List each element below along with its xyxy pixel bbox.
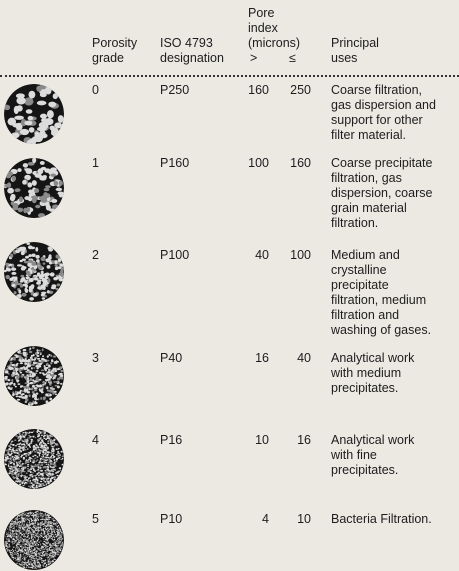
principal-uses-line: filtration, medium: [331, 293, 427, 307]
principal-uses-line: Bacteria Filtration.: [331, 512, 432, 526]
porosity-grade: 1: [92, 156, 99, 170]
pore-index-max: 160: [290, 156, 311, 170]
principal-uses-line: precipitates.: [331, 381, 399, 395]
pore-index-min: 40: [255, 248, 269, 262]
header-porosity-grade: [92, 36, 137, 66]
pore-index-max: 16: [297, 433, 311, 447]
principal-uses: [331, 433, 456, 478]
principal-uses-line: Coarse precipitate: [331, 156, 433, 170]
header-iso-designation: [160, 36, 224, 66]
principal-uses-line: filtration and: [331, 308, 400, 322]
header-principal-uses: [331, 36, 379, 66]
iso-designation: P40: [160, 351, 183, 365]
header-greater-than: >: [250, 51, 258, 65]
header-pore-line1: Pore: [248, 6, 275, 20]
header-porosity-grade-line1: Porosity: [92, 36, 138, 50]
principal-uses-line: gas dispersion and: [331, 98, 436, 112]
porosity-grade: 4: [92, 433, 99, 447]
principal-uses: [331, 248, 456, 338]
principal-uses-line: with medium: [331, 366, 402, 380]
porosity-disc-image: [4, 84, 64, 144]
iso-designation: P160: [160, 156, 190, 170]
iso-designation: P10: [160, 512, 183, 526]
principal-uses: [331, 83, 456, 143]
header-uses-line2: uses: [331, 51, 358, 65]
header-less-equal: ≤: [289, 51, 296, 65]
pore-index-min: 10: [255, 433, 269, 447]
porosity-grade: 3: [92, 351, 99, 365]
porosity-disc-image: [4, 510, 64, 570]
pore-index-min: 4: [262, 512, 269, 526]
pore-index-max: 100: [290, 248, 311, 262]
pore-index-max: 40: [297, 351, 311, 365]
principal-uses-line: Medium and: [331, 248, 400, 262]
porosity-disc-image: [4, 158, 64, 218]
porosity-disc-image: [4, 242, 64, 302]
porosity-disc-image: [4, 429, 64, 489]
header-iso-line2: designation: [160, 51, 224, 65]
principal-uses-line: precipitate: [331, 278, 389, 292]
porosity-disc-image: [4, 346, 64, 406]
pore-index-max: 10: [297, 512, 311, 526]
principal-uses-line: dispersion, coarse: [331, 186, 433, 200]
iso-designation: P250: [160, 83, 190, 97]
iso-designation: P16: [160, 433, 183, 447]
principal-uses-line: Coarse filtration,: [331, 83, 423, 97]
principal-uses-line: filtration, gas: [331, 171, 402, 185]
header-divider: [0, 75, 459, 77]
header-iso-line1: ISO 4793: [160, 36, 213, 50]
header-pore-line2: index: [248, 21, 278, 35]
principal-uses-line: filtration.: [331, 216, 379, 230]
porosity-grade: 0: [92, 83, 99, 97]
principal-uses-line: washing of gases.: [331, 323, 432, 337]
header-porosity-grade-line2: grade: [92, 51, 124, 65]
principal-uses-line: crystalline: [331, 263, 387, 277]
pore-index-min: 100: [248, 156, 269, 170]
principal-uses-line: filter material.: [331, 128, 407, 142]
principal-uses-line: with fine: [331, 448, 377, 462]
principal-uses: [331, 156, 456, 231]
principal-uses: [331, 351, 456, 396]
pore-index-min: 160: [248, 83, 269, 97]
pore-index-min: 16: [255, 351, 269, 365]
pore-index-max: 250: [290, 83, 311, 97]
principal-uses-line: precipitates.: [331, 463, 399, 477]
header-pore-index: [248, 6, 300, 51]
principal-uses: [331, 512, 456, 527]
header-uses-line1: Principal: [331, 36, 379, 50]
principal-uses-line: grain material: [331, 201, 407, 215]
principal-uses-line: support for other: [331, 113, 423, 127]
porosity-grade: 5: [92, 512, 99, 526]
porosity-grade: 2: [92, 248, 99, 262]
principal-uses-line: Analytical work: [331, 351, 415, 365]
iso-designation: P100: [160, 248, 190, 262]
principal-uses-line: Analytical work: [331, 433, 415, 447]
header-pore-line3: (microns): [248, 36, 301, 50]
